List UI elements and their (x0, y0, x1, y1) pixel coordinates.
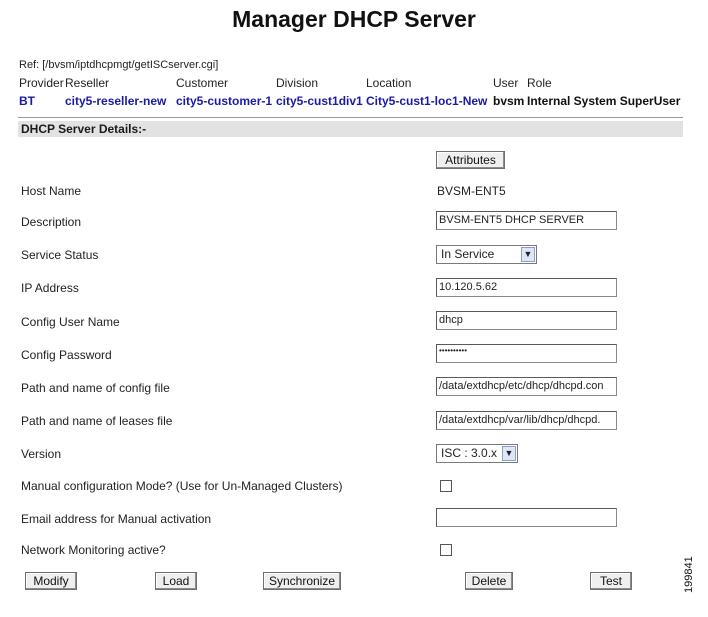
reseller-header: Reseller (65, 76, 110, 90)
divider (18, 117, 683, 118)
user-header: User (493, 76, 519, 90)
service-status-value: In Service (441, 247, 495, 261)
manual-mode-checkbox[interactable] (440, 480, 452, 492)
reseller-link[interactable]: city5-reseller-new (65, 94, 167, 108)
version-label: Version (21, 447, 62, 461)
version-value: ISC : 3.0.x (441, 446, 498, 460)
division-link[interactable]: city5-cust1div1 (276, 94, 363, 108)
leases-path-label: Path and name of leases file (21, 414, 173, 428)
customer-link[interactable]: city5-customer-1 (176, 94, 273, 108)
chevron-down-icon[interactable]: ▼ (502, 446, 516, 461)
description-input[interactable]: BVSM-ENT5 DHCP SERVER (436, 211, 617, 230)
config-path-input[interactable]: /data/extdhcp/etc/dhcp/dhcpd.con (436, 377, 617, 396)
email-label: Email address for Manual activation (21, 512, 212, 526)
config-password-label: Config Password (21, 348, 112, 362)
service-status-label: Service Status (21, 248, 99, 262)
section-header (18, 121, 683, 137)
customer-header: Customer (176, 76, 229, 90)
provider-link[interactable]: BT (19, 94, 35, 108)
location-header: Location (366, 76, 412, 90)
description-label: Description (21, 215, 82, 229)
page-title: Manager DHCP Server (232, 6, 476, 32)
figure-number: 199841 (683, 556, 695, 593)
config-user-input[interactable]: dhcp (436, 311, 617, 330)
monitoring-checkbox[interactable] (440, 544, 452, 556)
role-header: Role (527, 76, 552, 90)
load-button[interactable]: Load (155, 572, 197, 590)
email-input[interactable] (436, 508, 617, 527)
section-title: DHCP Server Details:- (21, 122, 147, 136)
ip-address-label: IP Address (21, 281, 79, 295)
attributes-button[interactable]: Attributes (436, 151, 505, 169)
host-name-label: Host Name (21, 184, 82, 198)
user-value: bvsm (493, 94, 525, 108)
leases-path-input[interactable]: /data/extdhcp/var/lib/dhcp/dhcpd. (436, 411, 617, 430)
division-header: Division (276, 76, 319, 90)
modify-button[interactable]: Modify (25, 572, 77, 590)
provider-header: Provider (19, 76, 64, 90)
cgi-reference: Ref: [/bvsm/iptdhcpmgt/getISCserver.cgi] (19, 59, 219, 71)
test-button[interactable]: Test (590, 572, 632, 590)
config-password-input[interactable]: •••••••••• (436, 344, 617, 363)
manual-mode-label: Manual configuration Mode? (Use for Un-Managed Clusters) (21, 479, 343, 493)
config-user-label: Config User Name (21, 315, 120, 329)
delete-button[interactable]: Delete (465, 572, 513, 590)
version-select[interactable] (436, 444, 518, 463)
synchronize-button[interactable]: Synchronize (263, 572, 341, 590)
chevron-down-icon[interactable]: ▼ (521, 247, 535, 262)
role-value: Internal System SuperUser (527, 94, 681, 108)
config-path-label: Path and name of config file (21, 381, 170, 395)
host-name-value: BVSM-ENT5 (437, 184, 506, 198)
service-status-select[interactable] (436, 245, 537, 264)
monitoring-label: Network Monitoring active? (21, 543, 166, 557)
ip-address-input[interactable]: 10.120.5.62 (436, 278, 617, 297)
location-link[interactable]: City5-cust1-loc1-New (366, 94, 488, 108)
